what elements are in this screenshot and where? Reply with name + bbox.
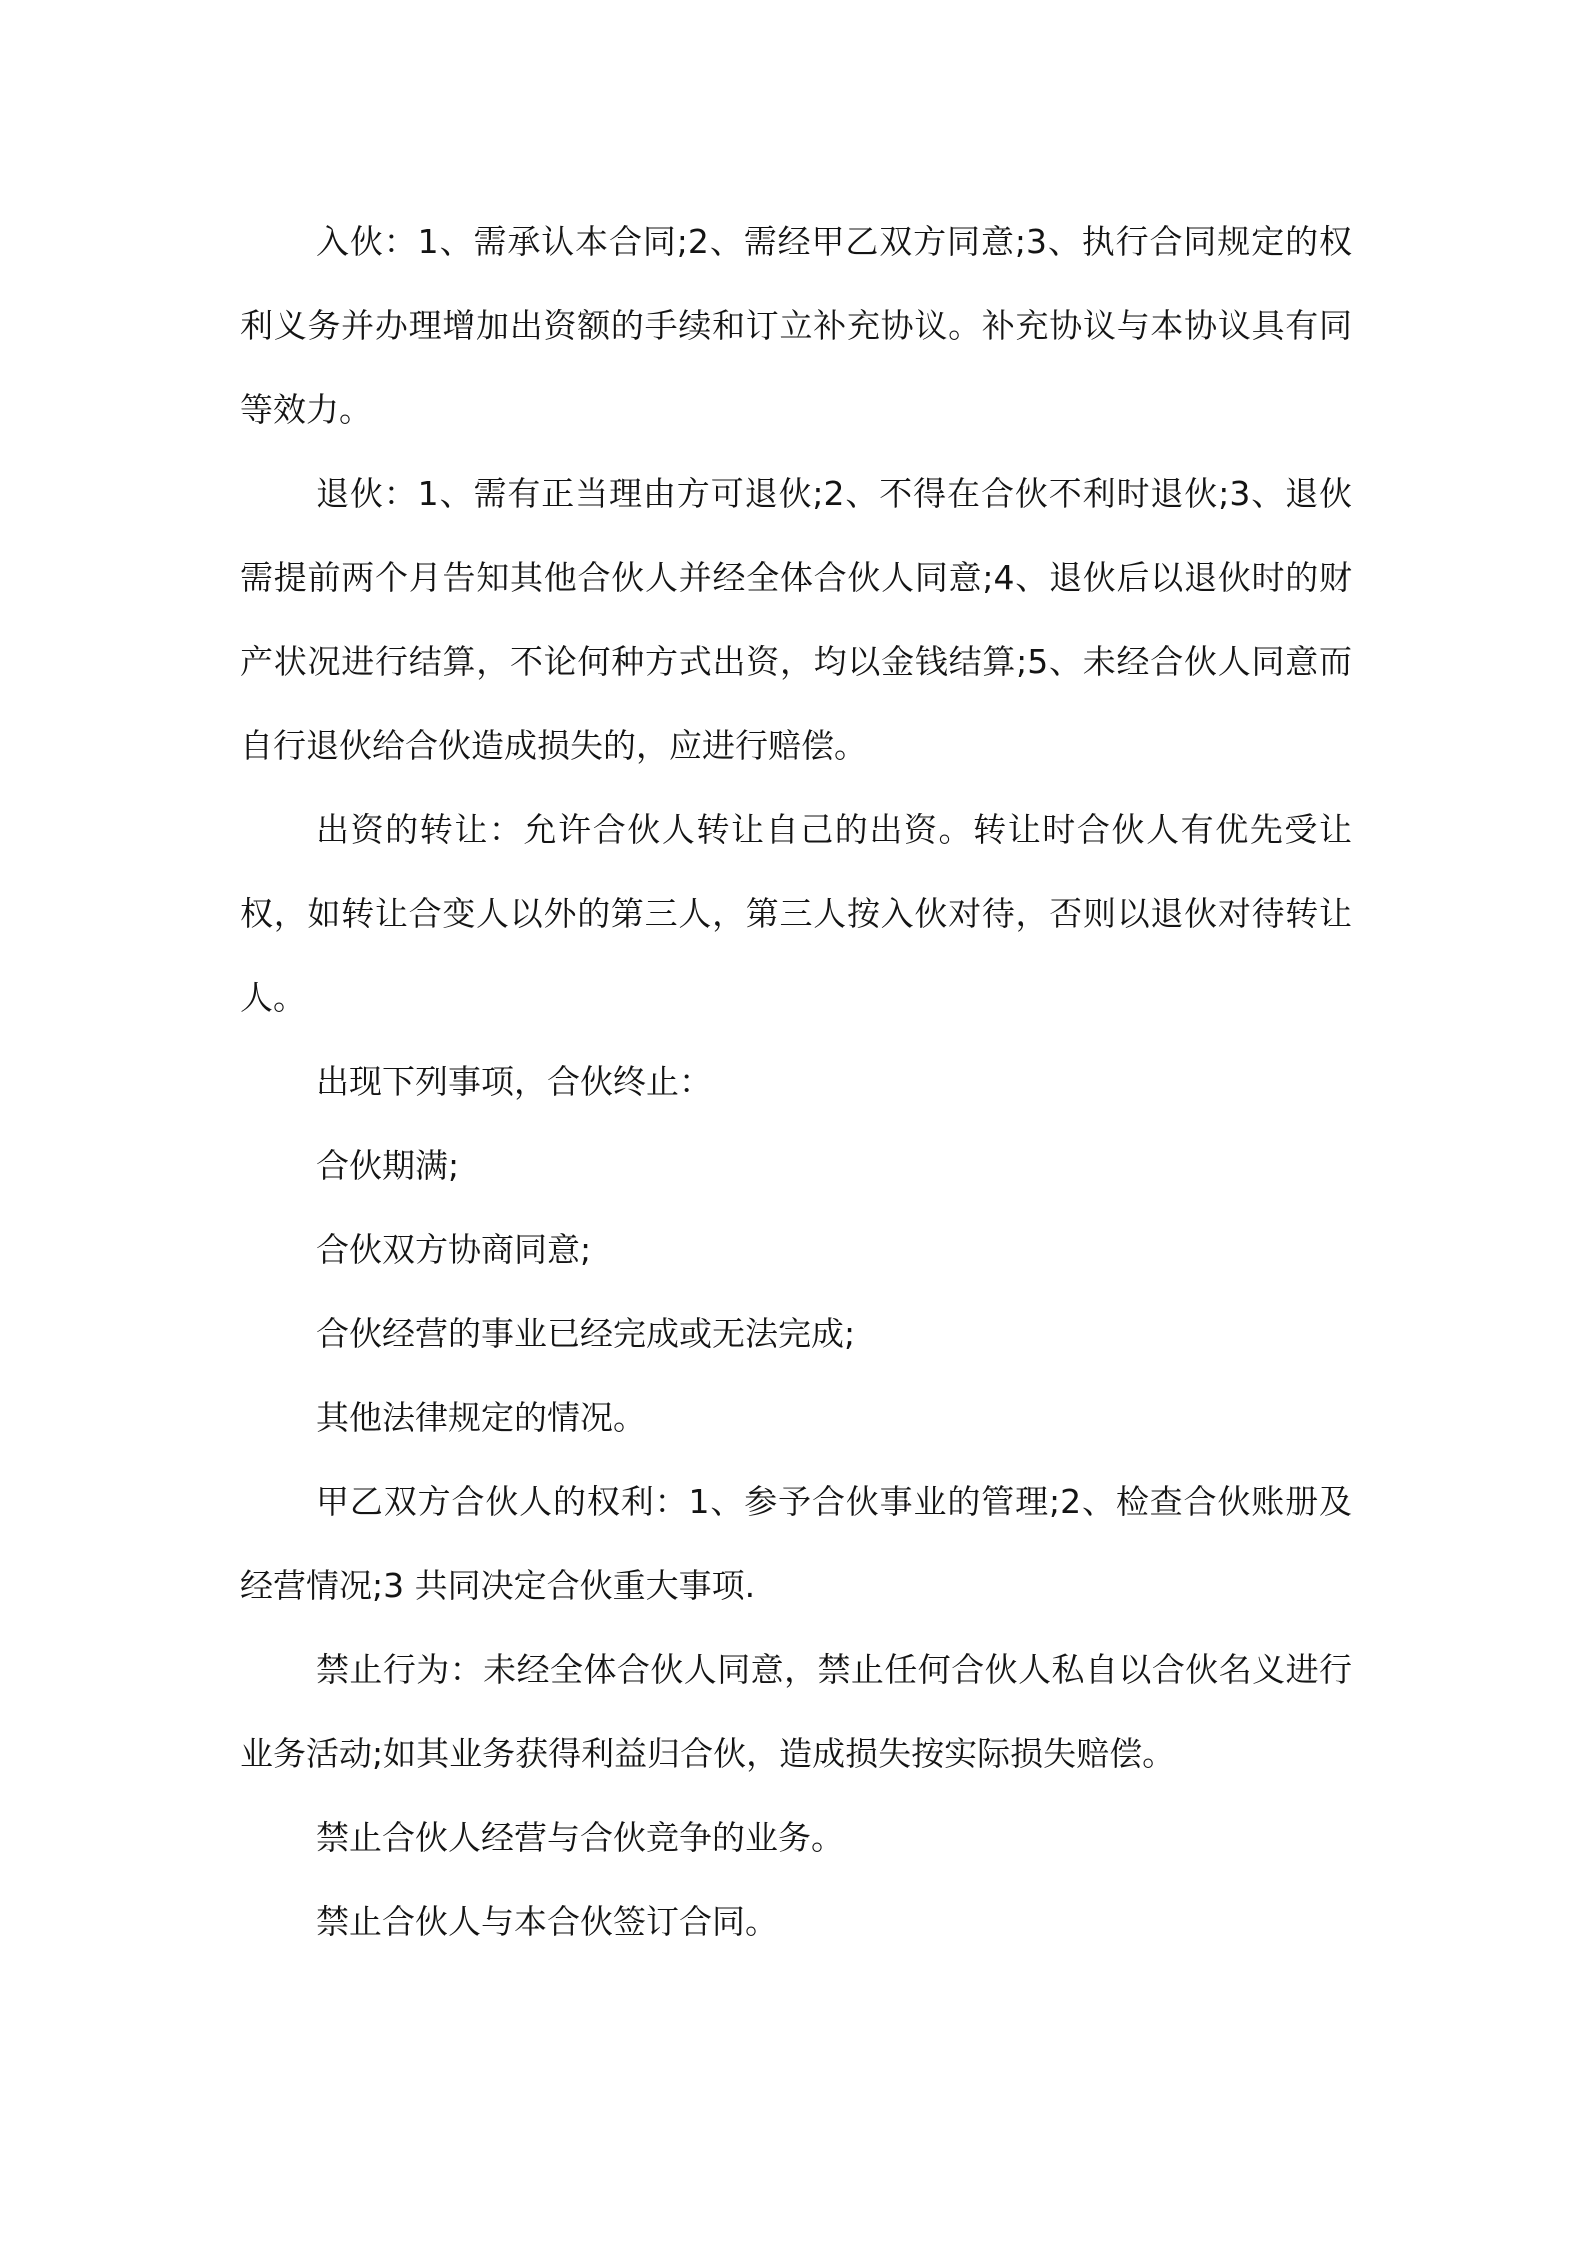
paragraph-partner-rights: 甲乙双方合伙人的权利：1、参予合伙事业的管理;2、检查合伙账册及经营情况;3 共同决定合伙重大事项. (240, 1482, 1352, 1605)
paragraph-termination-item-2: 合伙双方协商同意; (316, 1230, 592, 1269)
paragraph-termination-heading: 出现下列事项，合伙终止： (316, 1062, 712, 1101)
paragraph-withdrawal: 退伙：1、需有正当理由方可退伙;2、不得在合伙不利时退伙;3、退伙需提前两个月告知其他合伙人并经全体合伙人同意;4、退伙后以退伙时的财产状况进行结算，不论何种方式出资，均以金钱结算;5、未经合伙人同意而自行退伙给合伙造成损失的，应进行赔偿。 (240, 474, 1352, 765)
paragraph-no-self-contract: 禁止合伙人与本合伙签订合同。 (316, 1902, 778, 1941)
paragraph-termination-item-1: 合伙期满; (316, 1146, 460, 1185)
paragraph-no-competition: 禁止合伙人经营与合伙竞争的业务。 (316, 1818, 844, 1857)
paragraph-termination-item-4: 其他法律规定的情况。 (316, 1398, 646, 1437)
document-page (240, 200, 1352, 1964)
paragraph-prohibited-acts: 禁止行为：未经全体合伙人同意，禁止任何合伙人私自以合伙名义进行业务活动;如其业务获得利益归合伙，造成损失按实际损失赔偿。 (240, 1650, 1352, 1773)
paragraph-capital-transfer: 出资的转让：允许合伙人转让自己的出资。转让时合伙人有优先受让权，如转让合变人以外的第三人，第三人按入伙对待，否则以退伙对待转让人。 (240, 810, 1352, 1017)
paragraph-joining: 入伙：1、需承认本合同;2、需经甲乙双方同意;3、执行合同规定的权利义务并办理增加出资额的手续和订立补充协议。补充协议与本协议具有同等效力。 (240, 222, 1352, 429)
paragraph-termination-item-3: 合伙经营的事业已经完成或无法完成; (316, 1314, 856, 1353)
